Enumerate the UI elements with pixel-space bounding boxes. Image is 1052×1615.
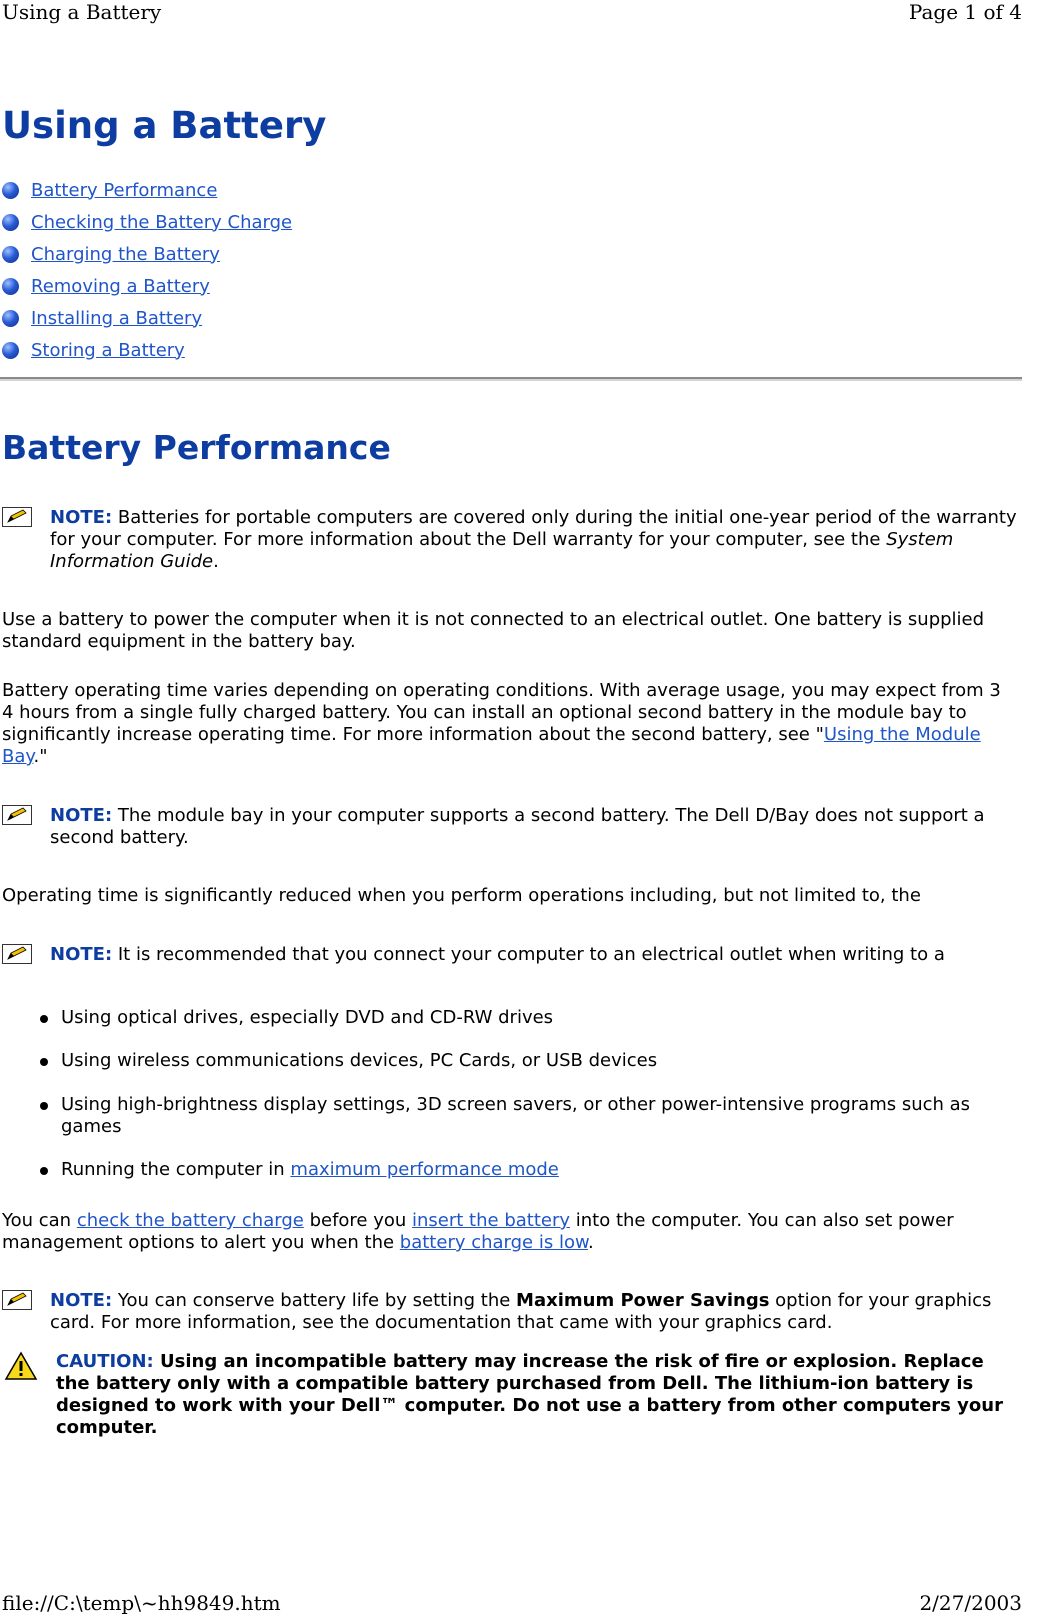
list-item-text: Using wireless communications devices, PC Cards, or USB devices (61, 1050, 658, 1071)
section-heading: Battery Performance (2, 428, 391, 467)
note-warranty (2, 507, 1018, 573)
bullet-icon (2, 214, 19, 231)
bullet-icon (2, 342, 19, 359)
bullet-icon (2, 182, 19, 199)
toc-item (2, 206, 292, 238)
footer-date: 2/27/2003 (919, 1591, 1022, 1615)
table-of-contents (2, 174, 292, 366)
note-label: NOTE: (50, 805, 113, 826)
toc-link-checking-charge[interactable]: Checking the Battery Charge (31, 211, 293, 233)
note-tail: option for your graphics card. For more information, see the documentation that came with your graphics card. (50, 1290, 992, 1333)
note-power-savings (2, 1290, 1018, 1334)
bullet-dot (40, 1058, 48, 1066)
list-item (40, 1050, 1010, 1072)
paragraph-tail: ." (33, 746, 48, 767)
header-page-number: Page 1 of 4 (908, 0, 1022, 24)
link-module-bay[interactable]: Using the Module Bay (2, 724, 981, 767)
toc-link-installing[interactable]: Installing a Battery (31, 307, 203, 329)
toc-item (2, 302, 292, 334)
paragraph-text: . (588, 1232, 594, 1253)
note-pencil-icon (2, 944, 32, 964)
list-item-text: Using high-brightness display settings, 3D screen savers, or other power-intensive programs such as games (61, 1094, 971, 1137)
toc-item (2, 270, 292, 302)
list-item (40, 1007, 1010, 1029)
caution-warning-icon (4, 1351, 38, 1381)
paragraph-text: into the computer. You can also set power management options to alert you when the (2, 1210, 954, 1253)
note-text: You can conserve battery life by setting the (112, 1290, 517, 1311)
header-title: Using a Battery (2, 0, 162, 24)
bullet-dot (40, 1167, 48, 1175)
paragraph-text: before you (303, 1210, 413, 1231)
note-label: NOTE: (50, 1290, 113, 1311)
note-module-bay (2, 805, 1018, 849)
caution-box (4, 1351, 1020, 1439)
link-insert-battery[interactable]: insert the battery (412, 1210, 571, 1231)
note-label: NOTE: (50, 507, 113, 528)
toc-item (2, 238, 292, 270)
caution-text: Using an incompatible battery may increase the risk of fire or explosion. Replace the battery only with a compatible battery purchased from Dell. The lithium-ion battery is designed to work with your Dell™ computer. Do not use a battery from other computers your computer. (56, 1351, 1003, 1438)
list-item-text: Running the computer in (61, 1159, 291, 1180)
note-text: Batteries for portable computers are covered only during the initial one-year period of the warranty for your computer. For more information about the Dell warranty for your computer, see the (50, 507, 1017, 550)
bullet-icon (2, 278, 19, 295)
toc-link-removing[interactable]: Removing a Battery (31, 275, 210, 297)
toc-link-storing[interactable]: Storing a Battery (31, 339, 185, 361)
toc-link-battery-performance[interactable]: Battery Performance (31, 179, 218, 201)
note-pencil-icon (2, 507, 32, 527)
paragraph-text: You can (2, 1210, 77, 1231)
note-text: The module bay in your computer supports a second battery. The Dell D/Bay does not support a second battery. (50, 805, 985, 848)
note-italic: System Information Guide (50, 529, 954, 572)
note-bold: Maximum Power Savings (516, 1290, 770, 1311)
bullet-icon (2, 310, 19, 327)
note-pencil-icon (2, 805, 32, 825)
toc-item (2, 334, 292, 366)
footer-file-path: file://C:\temp\~hh9849.htm (2, 1591, 281, 1615)
paragraph-reduced-time: Operating time is significantly reduced when you perform operations including, but not limited to, the (2, 885, 921, 906)
paragraph-intro: Use a battery to power the computer when it is not connected to an electrical outlet. One battery is supplied standard equipment in the battery bay. (2, 609, 985, 652)
page-title: Using a Battery (2, 104, 327, 147)
note-pencil-icon (2, 1290, 32, 1310)
link-check-battery-charge[interactable]: check the battery charge (76, 1210, 304, 1231)
note-label: NOTE: (50, 944, 113, 965)
toc-link-charging[interactable]: Charging the Battery (31, 243, 220, 265)
list-item (40, 1159, 1010, 1181)
note-electrical-outlet (2, 944, 1018, 968)
paragraph-text: Battery operating time varies depending on operating conditions. With average usage, you may expect from 3 4 hours from a single fully charged battery. You can install an optional second battery in the module bay to significantly increase operating time. For more information about the second battery, see " (2, 680, 1001, 745)
section-divider (0, 377, 1022, 381)
paragraph-operating-time (2, 680, 1014, 768)
link-battery-charge-low[interactable]: battery charge is low (399, 1232, 589, 1253)
caution-label: CAUTION: (56, 1351, 154, 1372)
list-item-text: Using optical drives, especially DVD and CD-RW drives (61, 1007, 554, 1028)
bullet-dot (40, 1015, 48, 1023)
paragraph-check-charge (2, 1210, 1014, 1254)
list-item (40, 1094, 1010, 1138)
bullet-dot (40, 1102, 48, 1110)
note-text: It is recommended that you connect your computer to an electrical outlet when writing to a (112, 944, 945, 965)
bullet-icon (2, 246, 19, 263)
note-tail: . (213, 551, 219, 572)
toc-item (2, 174, 292, 206)
link-maximum-performance-mode[interactable]: maximum performance mode (290, 1159, 559, 1180)
